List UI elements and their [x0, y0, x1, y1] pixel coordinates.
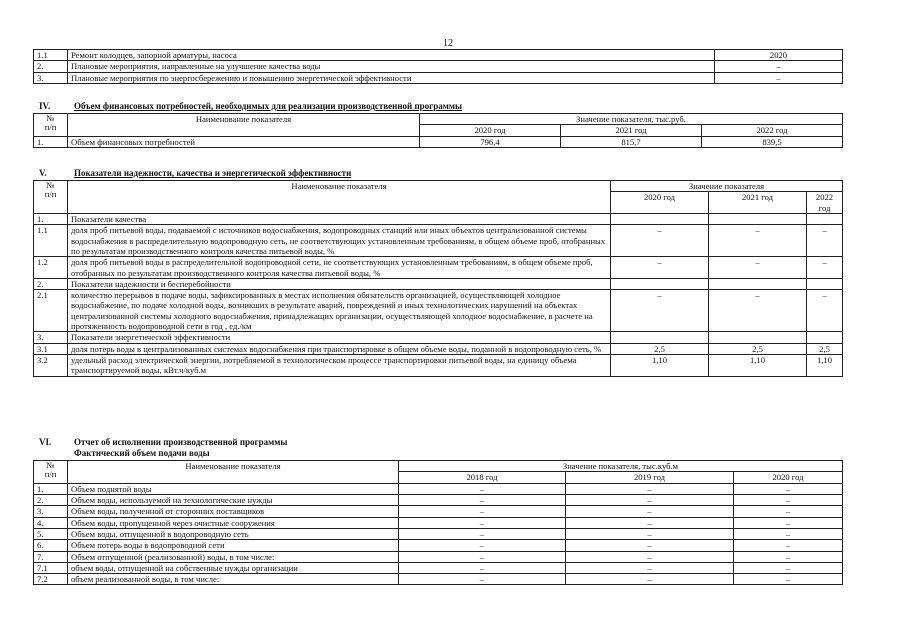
row-name: Объем потерь воды в водопроводной сети [68, 540, 399, 551]
section-4-title: Объем финансовых потребностей, необходимых для реализации производственной программы [74, 101, 463, 111]
row-number: 1.1 [34, 225, 68, 257]
table-row [34, 551, 843, 562]
row-number: 6. [34, 540, 68, 551]
row-name: Объем финансовых потребностей [68, 136, 420, 147]
year-header: 2020 год [734, 472, 843, 483]
section-5-heading [39, 168, 839, 180]
section-5-number: V. [39, 168, 47, 178]
row-name: объем реализованной воды, в том числе: [68, 574, 399, 585]
row-number: 1.2 [34, 257, 68, 279]
table-row [34, 257, 843, 279]
row-name: Объем воды, используемой на технологические нужды [68, 494, 399, 505]
row-value: – [399, 562, 566, 573]
row-number: 3. [34, 72, 68, 83]
year-header: 2020 год [611, 192, 709, 214]
row-name: Объем воды, полученной от сторонних поставщиков [68, 506, 399, 517]
col-header-num: № п/п [34, 461, 68, 484]
table-row [34, 355, 843, 377]
row-value: – [734, 517, 843, 528]
row-value: – [715, 72, 843, 83]
col-header-name: Наименование показателя [68, 181, 611, 214]
row-number: 1.1 [34, 50, 68, 61]
row-number: 1. [34, 136, 68, 147]
row-name: доля проб питьевой воды, подаваемой с источников водоснабжения, водопроводных станций или иных объектов централизованной системы водоснабжения в распределительную водопроводную сеть, не соответствующих установленным требованиям, в общем объеме проб, отобранных по результатам производственного контроля качества питьевой воды, % [68, 225, 611, 257]
row-value: – [709, 290, 807, 332]
row-value: – [807, 257, 843, 279]
row-value: 2020 [715, 50, 843, 61]
year-header: 2021 год [709, 192, 807, 214]
row-value: – [807, 290, 843, 332]
col-header-name: Наименование показателя [68, 461, 399, 484]
row-value: – [709, 257, 807, 279]
row-number: 7. [34, 551, 68, 562]
row-value: 2,5 [807, 343, 843, 354]
row-name: Объем воды, пропущенной через очистные сооружения [68, 517, 399, 528]
row-value [807, 278, 843, 289]
col-header-group: Значение показателя, тыс.куб.м [399, 461, 843, 472]
row-value: 1,10 [611, 355, 709, 377]
table-row [34, 483, 843, 494]
section-6-number: VI. [39, 437, 52, 447]
financial-table [33, 113, 843, 148]
section-4-number: IV. [39, 101, 51, 111]
row-name: Объем воды, отпущенной в водопроводную сеть [68, 528, 399, 539]
row-name: Объем отпущенной (реализованной) воды, в том числе: [68, 551, 399, 562]
row-name: Плановые мероприятия по энергосбережению и повышению энергетической эффективности [68, 72, 715, 83]
section-6-title: Отчет об исполнении производственной программы [74, 437, 288, 447]
indicators-table [33, 180, 843, 377]
row-number: 5. [34, 528, 68, 539]
row-value: – [399, 483, 566, 494]
row-value [611, 332, 709, 343]
table-row [34, 528, 843, 539]
row-name: Объем поднятой воды [68, 483, 399, 494]
row-value: – [611, 290, 709, 332]
table-row [34, 290, 843, 332]
row-number: 2. [34, 278, 68, 289]
supply-table [33, 460, 843, 585]
table-row [34, 72, 843, 83]
row-value [709, 213, 807, 224]
table-row [34, 517, 843, 528]
table-row [34, 332, 843, 343]
row-number: 1. [34, 213, 68, 224]
year-header: 2019 год [566, 472, 734, 483]
row-name: объем воды, отпущенной на собственные нужды организации [68, 562, 399, 573]
row-value: – [566, 574, 734, 585]
section-6-heading [39, 437, 839, 461]
row-number: 3. [34, 332, 68, 343]
row-number: 2.1 [34, 290, 68, 332]
table-row [34, 494, 843, 505]
row-value: – [566, 494, 734, 505]
table-row [34, 506, 843, 517]
row-number: 7.2 [34, 574, 68, 585]
row-name: Показатели надежности и бесперебойности [68, 278, 611, 289]
col-header-num: № п/п [34, 114, 68, 137]
row-value: – [399, 540, 566, 551]
row-value: – [566, 562, 734, 573]
row-number: 3.2 [34, 355, 68, 377]
row-value: – [566, 528, 734, 539]
row-value [611, 278, 709, 289]
row-value: – [611, 225, 709, 257]
row-value: – [734, 483, 843, 494]
section-5-title: Показатели надежности, качества и энергетической эффективности [74, 168, 352, 178]
row-value: – [734, 506, 843, 517]
row-value [807, 213, 843, 224]
row-value: – [566, 551, 734, 562]
row-value: – [566, 483, 734, 494]
table-row [34, 50, 843, 61]
table-row [34, 343, 843, 354]
row-name: Плановые мероприятия, направленные на улучшение качества воды [68, 61, 715, 72]
row-value: – [734, 528, 843, 539]
table-row [34, 136, 843, 147]
row-number: 1. [34, 483, 68, 494]
row-value: – [566, 517, 734, 528]
row-value: – [566, 540, 734, 551]
col-header-group: Значение показателя [611, 181, 843, 192]
table-row [34, 540, 843, 551]
section-6-subtitle: Фактический объем подачи воды [74, 448, 210, 458]
row-value: – [399, 494, 566, 505]
section-4-heading [39, 101, 839, 113]
row-number: 3.1 [34, 343, 68, 354]
row-value: – [734, 494, 843, 505]
row-value: – [734, 562, 843, 573]
row-name: количество перерывов в подаче воды, зафиксированных в местах исполнения обязательств организацией, осуществляющей холодное водоснабжение, по подаче холодной воды, возникших в результате аварий, повреждений и иных технологических нарушений на объектах централизованной системы холодного водоснабжения, принадлежащих организации, осуществляющей холодное водоснабжение, в расчете на протяженность водопроводной сети в год , ед./км [68, 290, 611, 332]
row-number: 2. [34, 494, 68, 505]
row-number: 3. [34, 506, 68, 517]
row-value: – [399, 517, 566, 528]
row-value: 2,5 [709, 343, 807, 354]
row-number: 4. [34, 517, 68, 528]
row-value: 2,5 [611, 343, 709, 354]
row-number: 2. [34, 61, 68, 72]
row-value: 1,10 [807, 355, 843, 377]
row-value: – [734, 551, 843, 562]
row-value: 796,4 [420, 136, 561, 147]
row-value [709, 278, 807, 289]
row-value: – [399, 506, 566, 517]
row-name: доля потерь воды в централизованных системах водоснабжения при транспортировке в общем объеме воды, поданной в водопроводную сеть, % [68, 343, 611, 354]
row-number: 7.1 [34, 562, 68, 573]
page-number: 12 [443, 38, 453, 49]
row-name: доля проб питьевой воды в распределительной водопроводной сети, не соответствующих установленным требованиям, в общем объеме проб, отобранных по результатам производственного контроля качества питьевой воды, % [68, 257, 611, 279]
row-value: – [715, 61, 843, 72]
table-row [34, 562, 843, 573]
row-value: – [709, 225, 807, 257]
year-header: 2022 год [702, 125, 843, 136]
year-header: 2020 год [420, 125, 561, 136]
year-header: 2018 год [399, 472, 566, 483]
row-value [709, 332, 807, 343]
row-value: 815,7 [561, 136, 702, 147]
row-value: 839,5 [702, 136, 843, 147]
col-header-num: № п/п [34, 181, 68, 214]
row-value: – [734, 574, 843, 585]
row-value: 1,10 [709, 355, 807, 377]
top-table [33, 49, 843, 84]
row-name: Показатели энергетической эффективности [68, 332, 611, 343]
year-header: 2021 год [561, 125, 702, 136]
table-row [34, 61, 843, 72]
col-header-group: Значение показателя, тыс.руб. [420, 114, 843, 125]
table-row [34, 574, 843, 585]
row-name: Показатели качества [68, 213, 611, 224]
row-value: – [399, 574, 566, 585]
row-value: – [807, 225, 843, 257]
row-value [807, 332, 843, 343]
row-value [611, 213, 709, 224]
table-row [34, 213, 843, 224]
row-value: – [399, 528, 566, 539]
col-header-name: Наименование показателя [68, 114, 420, 137]
row-value: – [734, 540, 843, 551]
table-row [34, 278, 843, 289]
row-value: – [611, 257, 709, 279]
row-value: – [399, 551, 566, 562]
row-value: – [566, 506, 734, 517]
table-row [34, 225, 843, 257]
row-name: удельный расход электрической энергии, потребляемой в технологическом процессе транспортировки питьевой воды, на единицу объема транспортируемой воды, кВт.ч/куб.м [68, 355, 611, 377]
year-header: 2022 год [807, 192, 843, 214]
row-name: Ремонт колодцев, запорной арматуры, насоса [68, 50, 715, 61]
